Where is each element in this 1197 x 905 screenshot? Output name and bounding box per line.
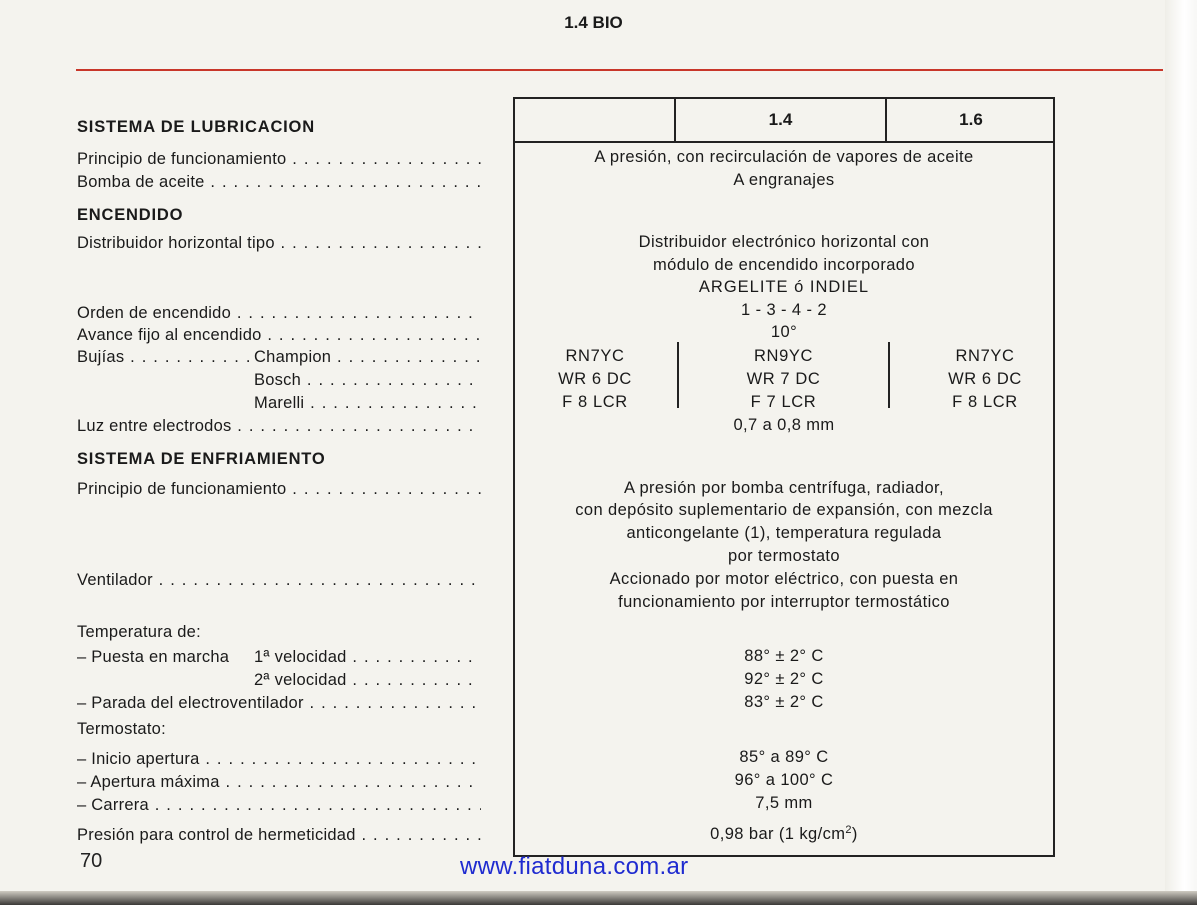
value-temp-3: 83° ± 2° C [744,693,824,711]
label-presion: Presión para control de hermeticidad . . . [77,825,481,845]
label-principio-lub: Principio de funcionamiento . . . [77,149,481,169]
header-14: 1.4 [768,109,793,129]
section-enfriamiento: SISTEMA DE ENFRIAMIENTO [77,450,326,468]
value-termo-2: 96° a 100° C [734,771,834,789]
value-presion-main: 0,98 bar (1 kg/cm [710,825,846,843]
label-orden: Orden de encendido . . . [77,303,481,323]
label-principio-enf: Principio de funcionamiento . . . [77,479,481,499]
label-bujias: Bujías . . . [77,347,251,367]
label-vel2: 2ª velocidad . . . [254,670,481,690]
value-avance: 10° [770,323,798,341]
label-inicio: – Inicio apertura . . . [77,749,481,769]
bujia-col2-bosch: WR 7 DC [746,370,821,388]
value-dist-3: ARGELITE ó INDIEL [698,278,870,296]
value-presion [513,824,1055,846]
value-enf-2: con depósito suplementario de expansión, con mezcla [575,501,993,519]
page-number: 70 [80,850,103,872]
label-bosch: Bosch . . . [254,370,481,390]
label-temperatura: Temperatura de: [77,623,201,641]
bujia-col1-bosch: WR 6 DC [558,370,632,388]
label-champion: Champion . . . [254,347,481,367]
bujia-col3-marelli: F 8 LCR [952,393,1018,411]
label-carrera: – Carrera . . . [77,795,481,815]
bujia-col3-bosch: WR 6 DC [948,370,1022,388]
value-vent-1: Accionado por motor eléctrico, con puesta en [609,570,959,588]
header-16: 1.6 [959,109,983,129]
value-enf-1: A presión por bomba centrífuga, radiador, [623,479,944,497]
value-termo-3: 7,5 mm [755,794,813,812]
bujia-col2-champion: RN9YC [754,347,813,365]
spec-table [513,97,1055,857]
page-bottom-edge [0,891,1197,905]
header-rule [76,69,1163,71]
page-edge [1165,0,1197,905]
label-apertura: – Apertura máxima . . . [77,772,481,792]
label-marelli: Marelli . . . [254,393,481,413]
value-lub-bomba: A engranajes [733,171,835,189]
bujia-col3-champion: RN7YC [955,347,1015,365]
label-vel1: 1ª velocidad . . . [254,647,481,667]
value-temp-2: 92° ± 2° C [744,670,824,688]
section-encendido: ENCENDIDO [77,206,184,224]
value-enf-4: por termostato [728,547,840,565]
bujia-col1-marelli: F 8 LCR [562,393,628,411]
value-orden: 1 - 3 - 4 - 2 [741,301,827,319]
label-distribuidor: Distribuidor horizontal tipo . . . [77,233,481,253]
value-presion-exponent: 2 [845,824,852,836]
label-avance: Avance fijo al encendido . . . [77,325,481,345]
value-luz: 0,7 a 0,8 mm [733,416,835,434]
label-termostato: Termostato: [77,720,166,738]
value-lub-principio: A presión, con recirculación de vapores de aceite [594,148,974,166]
value-presion-close: ) [851,825,858,843]
label-parada: – Parada del electroventilador . . . [77,693,481,713]
value-termo-1: 85° a 89° C [739,748,829,766]
section-lubricacion: SISTEMA DE LUBRICACION [77,118,315,136]
bujia-col1-champion: RN7YC [565,347,625,365]
footer-url[interactable]: www.fiatduna.com.ar [460,853,689,880]
value-temp-1: 88° ± 2° C [744,647,824,665]
header-14bio: 1.4 BIO [564,12,623,32]
label-bomba: Bomba de aceite . . . [77,172,481,192]
bujia-col2-marelli: F 7 LCR [750,393,817,411]
label-luz: Luz entre electrodos . . . [77,416,481,436]
label-puesta: – Puesta en marcha [77,648,230,666]
value-vent-2: funcionamiento por interruptor termostático [618,593,950,611]
value-enf-3: anticongelante (1), temperatura regulada [626,524,942,542]
value-dist-2: módulo de encendido incorporado [653,256,915,274]
value-dist-1: Distribuidor electrónico horizontal con [638,233,930,251]
label-ventilador: Ventilador . . . [77,570,481,590]
